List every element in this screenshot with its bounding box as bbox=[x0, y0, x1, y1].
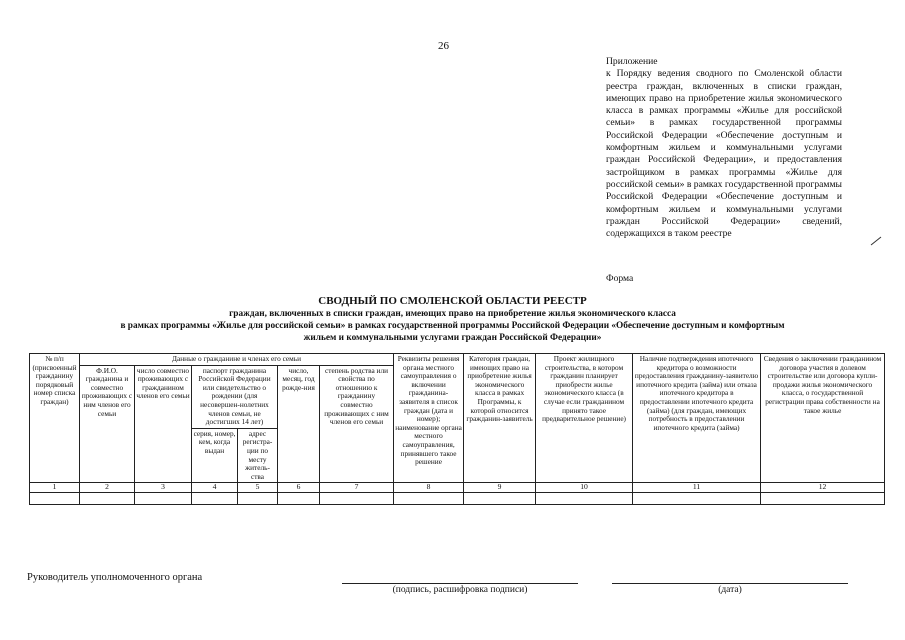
passport-header: паспорт гражданина Российской Федерации или свидетельство о рождении (для несовершен-нолетних членов семьи, не достигших 14 лет) bbox=[192, 365, 278, 428]
column-number: 2 bbox=[80, 483, 135, 493]
title-line-2: в рамках программы «Жилье для российской семьи» в рамках государственной программы Российской Федерации «Обеспечение доступным и комфортным bbox=[120, 321, 785, 331]
column-number-row bbox=[30, 483, 885, 493]
column-number: 10 bbox=[536, 483, 633, 493]
empty-cell bbox=[633, 492, 761, 504]
column-number: 6 bbox=[278, 483, 320, 493]
register-table bbox=[29, 353, 885, 505]
document-title bbox=[30, 295, 875, 344]
col-4-header: серия, номер, кем, когда выдан bbox=[192, 428, 238, 483]
date-caption: (дата) bbox=[718, 585, 742, 595]
appendix-heading: Приложение bbox=[606, 56, 658, 67]
empty-cell bbox=[278, 492, 320, 504]
column-number: 12 bbox=[761, 483, 885, 493]
col-10-header: Проект жилищного строительства, в котором гражданин планирует приобрести жилье экономического класса (в случае если гражданином принято такое предварительное решение) bbox=[536, 354, 633, 483]
empty-cell bbox=[394, 492, 464, 504]
date-line bbox=[612, 583, 848, 584]
empty-cell bbox=[464, 492, 536, 504]
page-number: 26 bbox=[438, 40, 449, 52]
col-6-header: число, месяц, год рожде-ния bbox=[278, 365, 320, 483]
col-12-header: Сведения о заключении гражданином договора участия в долевом строительстве или договора купли-продажи жилья экономического класса, о государственной регистрации права собственности на такое жилье bbox=[761, 354, 885, 483]
col-8-header: Реквизиты решения органа местного самоуправления о включении гражданина-заявителя в список граждан (дата и номер); наименование органа местного самоуправления, принявшего такое решение bbox=[394, 354, 464, 483]
signature-organization: Руководитель уполномоченного органа bbox=[27, 572, 203, 583]
column-number: 5 bbox=[238, 483, 278, 493]
signature-caption: (подпись, расшифровка подписи) bbox=[392, 585, 528, 595]
empty-cell bbox=[135, 492, 192, 504]
title-line-3: жильем и коммунальными услугами граждан Российской Федерации» bbox=[303, 333, 602, 343]
col-5-header: адрес регистра-ции по месту житель-ства bbox=[238, 428, 278, 483]
col-11-header: Наличие подтверждения ипотечного кредитора о возможности предоставления гражданину-заявителю ипотечного кредита (займа) или отказа ипотечного кредитора в предоставлении ипотечного кредита (займа) (для граждан, имеющих потребность в предоставлении ипотечного кредита (займа) bbox=[633, 354, 761, 483]
empty-cell bbox=[536, 492, 633, 504]
column-number: 4 bbox=[192, 483, 238, 493]
col-9-header: Категория граждан, имеющих право на приобретение жилья экономического класса в рамках Программы, к которой относится гражданин-заявитель bbox=[464, 354, 536, 483]
empty-data-row bbox=[30, 492, 885, 504]
title-line-1: граждан, включенных в списки граждан, имеющих право на приобретение жилья экономического класса bbox=[229, 309, 676, 319]
column-number: 9 bbox=[464, 483, 536, 493]
empty-cell bbox=[320, 492, 394, 504]
col-7-header: степень родства или свойства по отношению к гражданину совместно проживающих с ним членов его семьи bbox=[320, 365, 394, 483]
empty-cell bbox=[761, 492, 885, 504]
header-row-1 bbox=[30, 354, 885, 366]
column-number: 3 bbox=[135, 483, 192, 493]
column-number: 8 bbox=[394, 483, 464, 493]
empty-cell bbox=[238, 492, 278, 504]
appendix-text: к Порядку ведения сводного по Смоленской области реестра граждан, включенных в списки граждан, имеющих право на приобретение жилья экономического класса в рамках программы «Жилье для российской семьи» в рамках государственной программы Российской Федерации «Обеспечение доступным и комфортным жильем и коммунальными услугами граждан Российской Федерации», и предоставления застройщиком в рамках программы «Жилье для российской семьи» в рамках государственной программы Российской Федерации «Обеспечение доступным и комфортным жильем и коммунальными услугами граждан Российской Федерации» сведений, содержащихся в таком реестре bbox=[606, 68, 842, 240]
column-number: 1 bbox=[30, 483, 80, 493]
pen-mark-icon bbox=[870, 236, 882, 246]
citizen-data-header: Данные о гражданине и членах его семьи bbox=[80, 354, 394, 366]
col-1-header: № п/п (присвоенный гражданину порядковый номер списка граждан) bbox=[30, 354, 80, 483]
appendix-block bbox=[606, 56, 842, 240]
form-label: Форма bbox=[606, 273, 634, 284]
empty-cell bbox=[192, 492, 238, 504]
column-number: 11 bbox=[633, 483, 761, 493]
empty-cell bbox=[30, 492, 80, 504]
title-main: СВОДНЫЙ ПО СМОЛЕНСКОЙ ОБЛАСТИ РЕЕСТР bbox=[318, 295, 587, 307]
empty-cell bbox=[80, 492, 135, 504]
signature-line bbox=[342, 583, 578, 584]
col-3-header: число совместно проживающих с гражданином членов его семьи bbox=[135, 365, 192, 483]
col-2-header: Ф.И.О. гражданина и совместно проживающих с ним членов его семьи bbox=[80, 365, 135, 483]
column-number: 7 bbox=[320, 483, 394, 493]
